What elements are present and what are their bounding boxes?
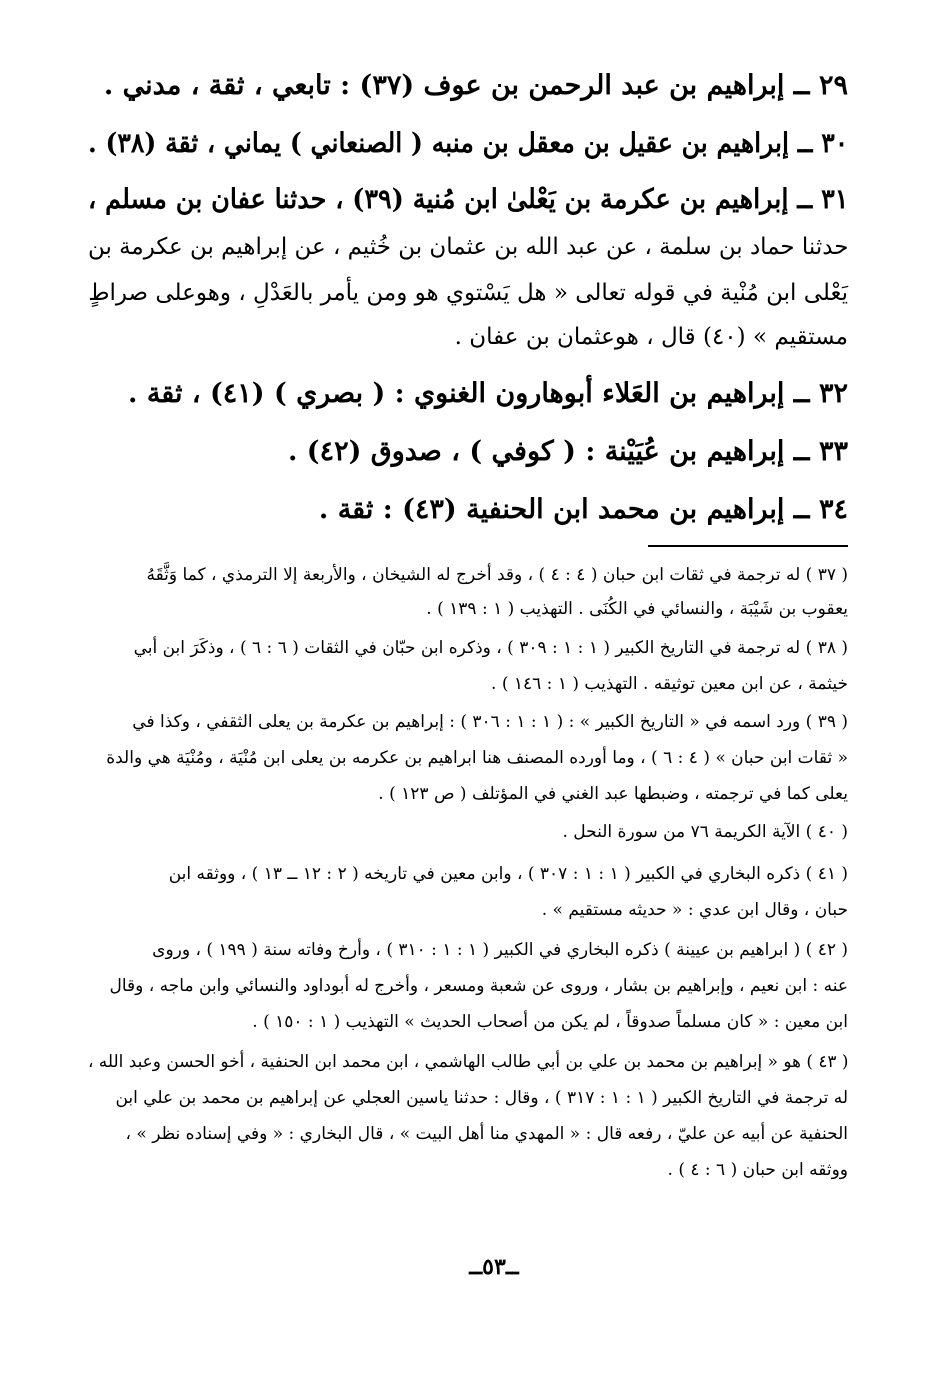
footnote-43-line-4: ووثقه ابن حبان ( ٦ : ٤ ) . [667, 1160, 848, 1180]
footnote-42-line-3: ابن معين : « كان مسلماً صدوقاً ، لم يكن من أصحاب الحديث » التهذيب ( ١ : ١٥٠ ) . [252, 1012, 848, 1032]
footnote-39-line-1: ( ٣٩ ) ورد اسمه في « التاريخ الكبير » : ( ١ : ١ : ٣٠٦ ) : إبراهيم بن عكرمة بن يعلى الثقفي ، وكذا في [132, 712, 848, 732]
entry-29: ٢٩ ــ إبراهيم بن عبد الرحمن بن عوف (٣٧) : تابعي ، ثقة ، مدني . [103, 70, 848, 101]
footnote-38-line-1: ( ٣٨ ) له ترجمة في التاريخ الكبير ( ١ : ١ : ٣٠٩ ) ، وذكره ابن حبّان في الثقات ( ٦ : ٦ ) ، وذكَرَ ابن أبي [133, 638, 848, 658]
entry-30: ٣٠ ــ إبراهيم بن عقيل بن معقل بن منبه ( الصنعاني ) يماني ، ثقة (٣٨) . [87, 128, 848, 159]
entry-31-line-4: مستقيم » (٤٠) قال ، هوعثمان بن عفان . [454, 324, 848, 350]
footnote-40-line-1: ( ٤٠ ) الآية الكريمة ٧٦ من سورة النحل . [562, 822, 848, 842]
footnote-39-line-3: يعلى كما في ترجمته ، وضبطها عبد الغني في المؤتلف ( ص ١٢٣ ) . [378, 784, 848, 804]
footnote-38-line-2: خيثمة ، عن ابن معين توثيقه . التهذيب ( ١ : ١٤٦ ) . [491, 674, 848, 694]
page-number: ــ٥٣ــ [469, 1254, 519, 1280]
footnote-43-line-3: الحنفية عن أبيه عن عليّ ، رفعه قال : « المهدي منا أهل البيت » ، قال البخاري : « وفي إسناده نظر » ، [125, 1124, 848, 1144]
footnote-37-line-2: يعقوب بن شَيْبَة ، والنسائي في الكُنَى . التهذيب ( ١ : ١٣٩ ) . [426, 599, 848, 619]
footnote-39-line-2: « ثقات ابن حبان » ( ٤ : ٦ ) ، وما أورده المصنف هنا ابراهيم بن عكرمه بن يعلى ابن مُنْيَة ، ومُنْيَة هي والدة [106, 748, 848, 768]
footnote-separator [648, 545, 848, 547]
footnote-41-line-1: ( ٤١ ) ذكره البخاري في الكبير ( ١ : ١ : ٣٠٧ ) ، وابن معين في تاريخه ( ٢ : ١٢ ــ ١٣ ) ، ووثقه ابن [168, 864, 848, 884]
footnote-42-line-2: عنه : ابن نعيم ، وإبراهيم بن بشار ، وروى عن شعبة ومسعر ، وأخرج له أبوداود والنسائي وابن ماجه ، وقال [109, 976, 848, 996]
footnote-41-line-2: حبان ، وقال ابن عدي : « حديثه مستقيم » . [541, 900, 848, 920]
footnote-42-line-1: ( ٤٢ ) ( ابراهيم بن عيينة ) ذكره البخاري في الكبير ( ١ : ١ : ٣١٠ ) ، وأرخ وفاته سنة ( ١٩٩ ) ، وروى [152, 940, 848, 960]
footnote-37-line-1: ( ٣٧ ) له ترجمة في ثقات ابن حبان ( ٤ : ٤ ) ، وقد أخرج له الشيخان ، والأربعة إلا الترمذي ، كما وَثَّقَهُ [146, 565, 848, 585]
entry-31-line-1: ٣١ ــ إبراهيم بن عكرمة بن يَعْلىٰ ابن مُنية (٣٩) ، حدثنا عفان بن مسلم ، [87, 184, 848, 215]
footnote-43-line-2: له ترجمة في التاريخ الكبير ( ١ : ١ : ٣١٧ ) ، وقال : حدثنا ياسين العجلي عن إبراهيم بن محمد بن علي ابن [115, 1088, 848, 1108]
entry-33: ٣٣ ــ إبراهيم بن عُيَيْنة : ( كوفي ) ، صدوق (٤٢) . [288, 436, 848, 467]
entry-34: ٣٤ ــ إبراهيم بن محمد ابن الحنفية (٤٣) : ثقة . [318, 494, 848, 525]
entry-31-line-3: يَعْلى ابن مُنْية في قوله تعالى « هل يَسْتوي هو ومن يأمر بالعَدْلِ ، وهوعلى صراطٍ [88, 280, 848, 306]
footnote-43-line-1: ( ٤٣ ) هو « إبراهيم بن محمد بن علي بن أبي طالب الهاشمي ، ابن محمد ابن الحنفية ، أخو الحسن وعبد الله ، [87, 1052, 848, 1072]
entry-31-line-2: حدثنا حماد بن سلمة ، عن عبد الله بن عثمان بن خُثيم ، عن إبراهيم بن عكرمة بن [87, 234, 848, 260]
entry-32: ٣٢ ــ إبراهيم بن العَلاء أبوهارون الغنوي : ( بصري ) (٤١) ، ثقة . [128, 378, 848, 409]
